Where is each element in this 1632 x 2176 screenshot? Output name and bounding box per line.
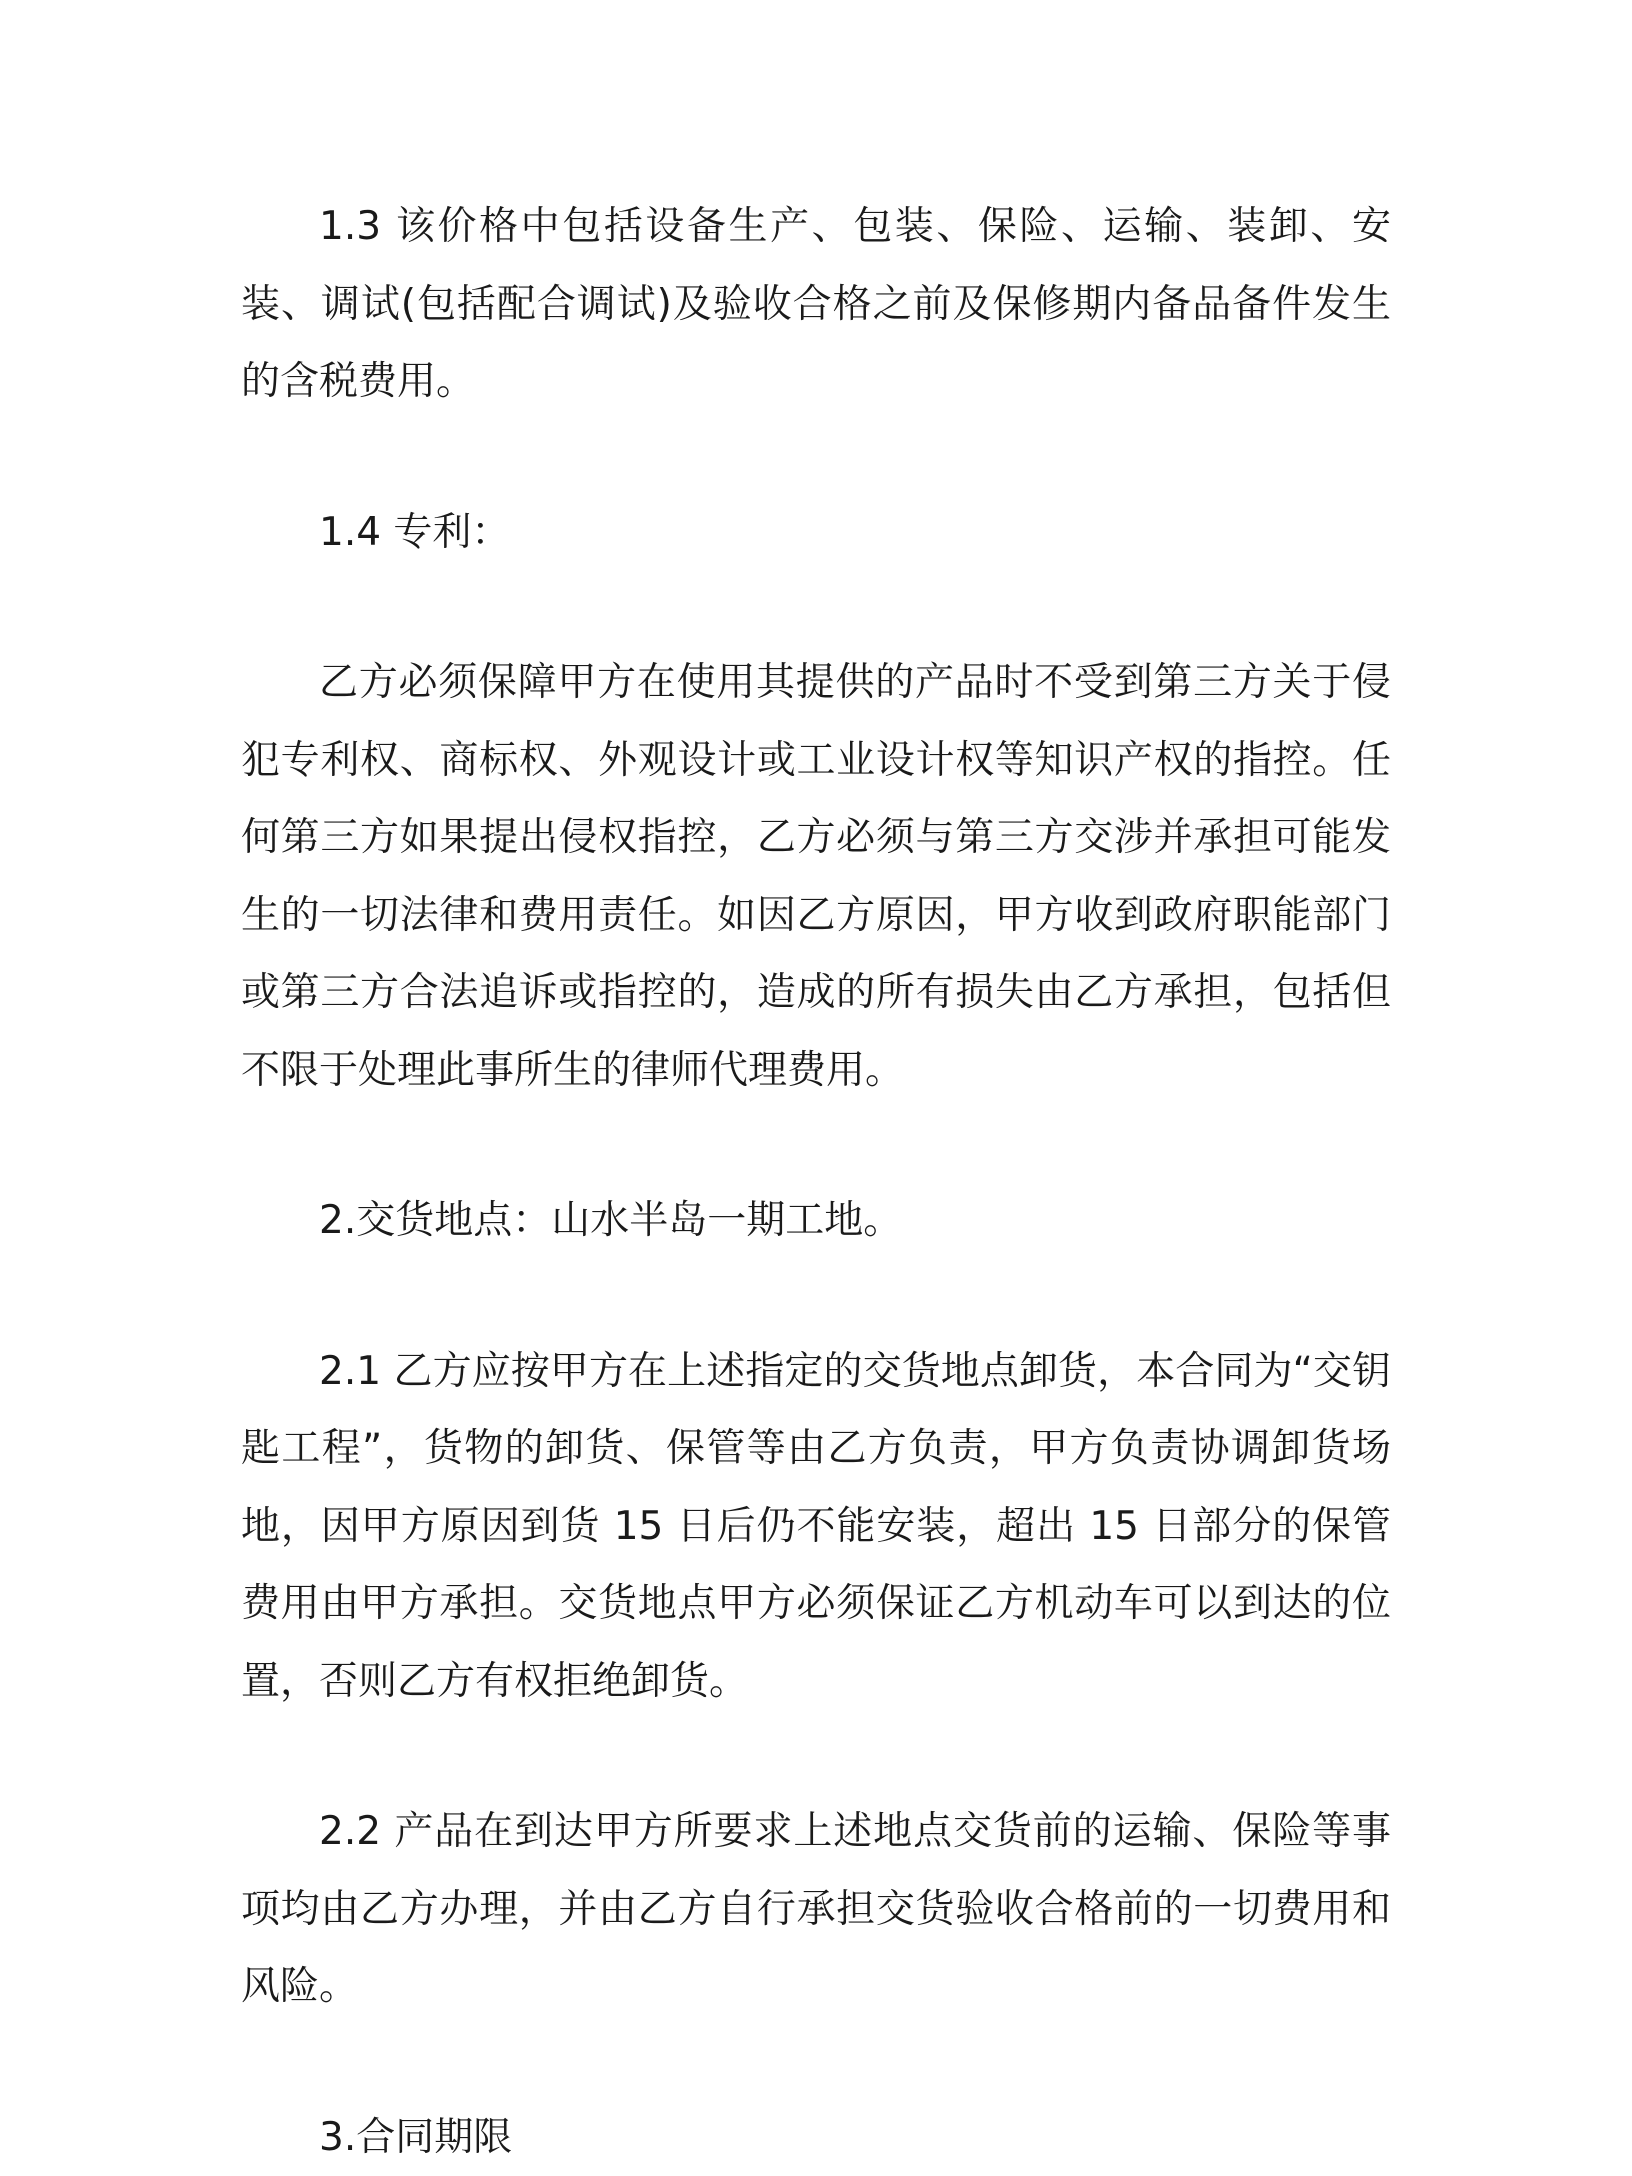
clause-3-contract-term-heading: 3.合同期限 — [241, 2099, 1391, 2176]
paragraph-spacer — [241, 1109, 1391, 1182]
clause-2-1-unloading: 2.1 乙方应按甲方在上述指定的交货地点卸货，本合同为“交钥匙工程”，货物的卸货、保管等由乙方负责，甲方负责协调卸货场地，因甲方原因到货 15 日后仍不能安装，超出 15 日部分的保管费用由甲方承担。交货地点甲方必须保证乙方机动车可以到达的位置，否则乙方有权拒绝卸货。 — [241, 1333, 1391, 1721]
clause-1-4-patent-body: 乙方必须保障甲方在使用其提供的产品时不受到第三方关于侵犯专利权、商标权、外观设计或工业设计权等知识产权的指控。任何第三方如果提出侵权指控，乙方必须与第三方交涉并承担可能发生的一切法律和费用责任。如因乙方原因，甲方收到政府职能部门或第三方合法追诉或指控的，造成的所有损失由乙方承担，包括但不限于处理此事所生的律师代理费用。 — [241, 644, 1391, 1109]
clause-1-3-price-scope: 1.3 该价格中包括设备生产、包装、保险、运输、装卸、安装、调试(包括配合调试)及验收合格之前及保修期内备品备件发生的含税费用。 — [241, 188, 1391, 421]
clause-1-4-patent-heading: 1.4 专利： — [241, 494, 1391, 572]
document-body — [241, 188, 1391, 2176]
paragraph-spacer — [241, 1260, 1391, 1333]
clause-2-delivery-location: 2.交货地点：山水半岛一期工地。 — [241, 1182, 1391, 1260]
paragraph-spacer — [241, 2026, 1391, 2099]
paragraph-spacer — [241, 571, 1391, 644]
clause-2-2-transport-risk: 2.2 产品在到达甲方所要求上述地点交货前的运输、保险等事项均由乙方办理，并由乙方自行承担交货验收合格前的一切费用和风险。 — [241, 1793, 1391, 2026]
paragraph-spacer — [241, 421, 1391, 494]
paragraph-spacer — [241, 1720, 1391, 1793]
